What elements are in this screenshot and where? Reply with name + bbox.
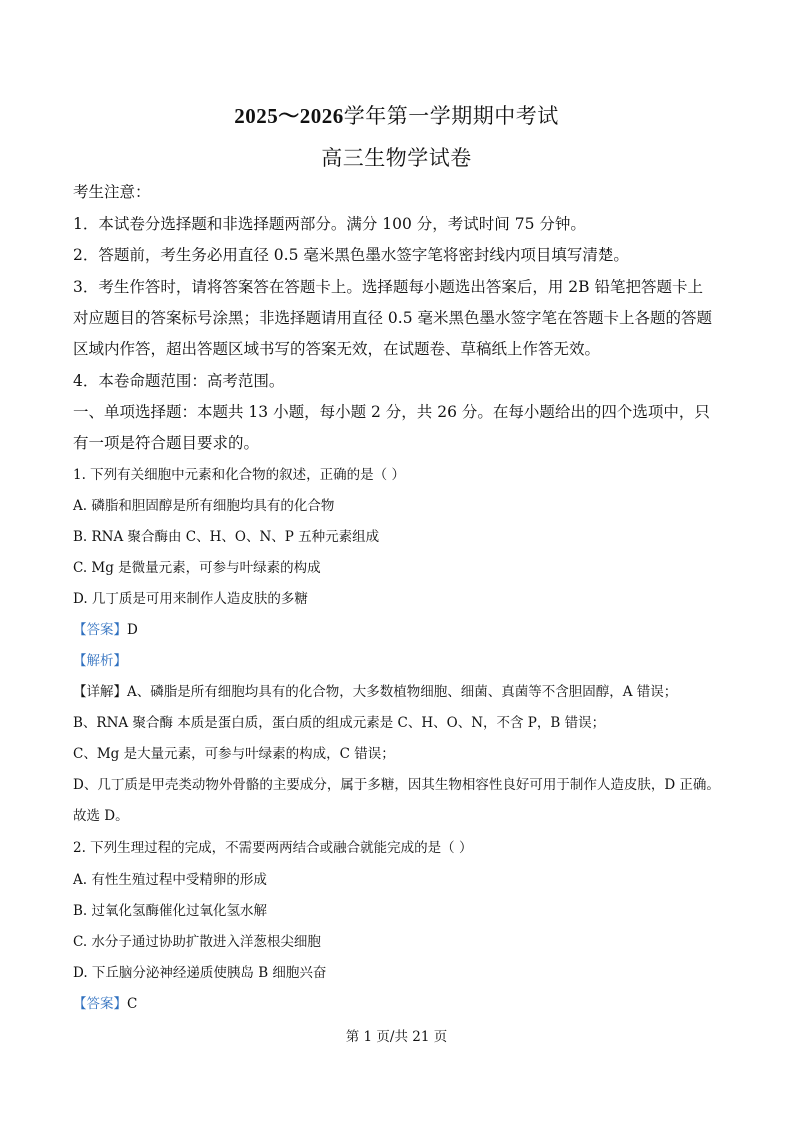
answer-value: C	[127, 996, 138, 1012]
q1-detail-b: B、RNA 聚合酶 本质是蛋白质，蛋白质的组成元素是 C、H、O、N，不含 P，B 错误；	[73, 715, 606, 731]
answer-value: D	[127, 622, 138, 638]
notice-item-1: 1．本试卷分选择题和非选择题两部分。满分 100 分，考试时间 75 分钟。	[73, 215, 586, 233]
q1-conclusion: 故选 D。	[73, 808, 129, 824]
exam-subtitle: 高三生物学试卷	[321, 146, 472, 170]
exam-title	[0, 100, 793, 130]
q1-option-c: C. Mg 是微量元素，可参与叶绿素的构成	[73, 560, 321, 576]
page-number: 第 1 页/共 21 页	[345, 1029, 448, 1045]
section-heading-line-2: 有一项是符合题目要求的。	[73, 434, 260, 452]
q2-option-a: A. 有性生殖过程中受精卵的形成	[73, 872, 267, 888]
notice-item-3-line-2: 对应题目的答案标号涂黑；非选择题请用直径 0.5 毫米黑色墨水签字笔在答题卡上各题的答题	[73, 309, 713, 327]
detail-tag: 【详解】	[73, 684, 127, 700]
q1-option-a: A. 磷脂和胆固醇是所有细胞均具有的化合物	[73, 498, 335, 514]
detail-a-text: A、磷脂是所有细胞均具有的化合物，大多数植物细胞、细菌、真菌等不含胆固醇，A 错误；	[127, 684, 678, 700]
q1-stem: 1. 下列有关细胞中元素和化合物的叙述，正确的是（ ）	[73, 467, 405, 483]
notice-item-3-line-3: 区域内作答，超出答题区域书写的答案无效，在试题卷、草稿纸上作答无效。	[73, 340, 601, 358]
notice-item-2: 2．答题前，考生务必用直径 0.5 毫米黑色墨水签字笔将密封线内项目填写清楚。	[73, 246, 629, 264]
notice-item-4: 4．本卷命题范围：高考范围。	[73, 372, 285, 390]
q1-answer	[73, 618, 733, 638]
title-rest: 学年第一学期期中考试	[343, 104, 559, 128]
q2-answer	[73, 992, 733, 1012]
title-year: 2025～2026	[234, 104, 344, 128]
q2-option-c: C. 水分子通过协助扩散进入洋葱根尖细胞	[73, 934, 321, 950]
q1-option-b: B. RNA 聚合酶由 C、H、O、N、P 五种元素组成	[73, 529, 380, 545]
answer-tag: 【答案】	[73, 996, 127, 1012]
q2-stem: 2. 下列生理过程的完成，不需要两两结合或融合就能完成的是（ ）	[73, 840, 473, 856]
q1-analysis-tag: 【解析】	[73, 653, 127, 669]
notice-heading: 考生注意：	[73, 183, 151, 201]
q1-detail-c: C、Mg 是大量元素，可参与叶绿素的构成，C 错误；	[73, 746, 395, 762]
q2-option-b: B. 过氧化氢酶催化过氧化氢水解	[73, 903, 268, 919]
answer-tag: 【答案】	[73, 622, 127, 638]
q1-option-d: D. 几丁质是可用来制作人造皮肤的多糖	[73, 591, 308, 607]
q2-option-d: D. 下丘脑分泌神经递质使胰岛 B 细胞兴奋	[73, 965, 327, 981]
notice-item-3-line-1: 3．考生作答时，请将答案答在答题卡上。选择题每小题选出答案后，用 2B 铅笔把答题卡上	[73, 278, 703, 296]
q1-detail-a	[73, 680, 733, 700]
q1-detail-d: D、几丁质是甲壳类动物外骨骼的主要成分，属于多糖，因其生物相容性良好可用于制作人造皮肤，D 正确。	[73, 777, 720, 793]
section-heading-line-1: 一、单项选择题：本题共 13 小题，每小题 2 分，共 26 分。在每小题给出的四个选项中，只	[73, 403, 710, 421]
